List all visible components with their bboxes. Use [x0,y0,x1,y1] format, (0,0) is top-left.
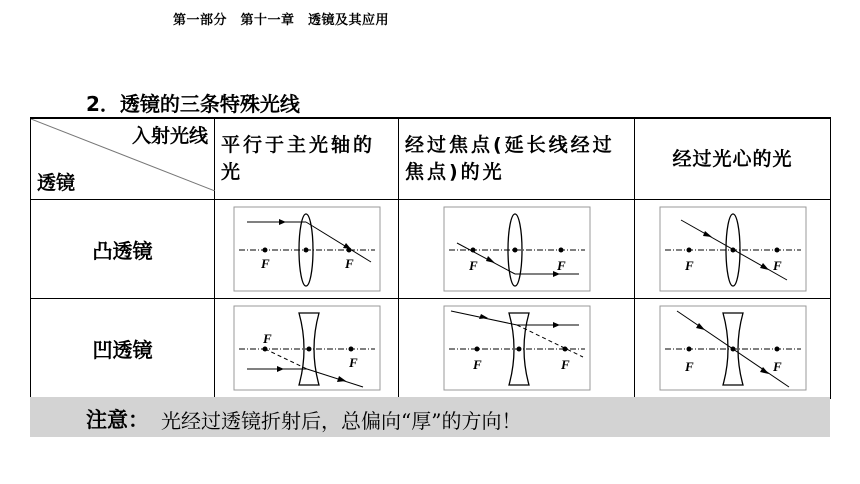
figure-concave-focus [399,299,635,399]
figure-concave-parallel [215,299,399,399]
incident-ray-label: 入射光线 [131,125,208,147]
section-title: 2．透镜的三条特殊光线 [86,92,300,116]
concave-row [31,299,831,399]
focus-label: F [560,357,570,372]
note-text: 光经过透镜折射后，总偏向“厚”的方向！ [161,409,522,433]
row-label-concave: 凹透镜 [31,299,215,399]
note-banner [30,397,830,437]
convex-row [31,200,831,299]
lens-rays-table [30,117,831,399]
lens-label: 透镜 [37,172,76,194]
convex-center-diagram [659,206,807,292]
focus-label: F [684,359,694,374]
focus-label: F [556,258,566,273]
concave-parallel-diagram [233,305,381,391]
figure-convex-center [635,200,831,299]
concave-center-diagram [659,305,807,391]
column-header-focus: 经过焦点(延长线经过焦点)的光 [399,118,635,200]
focus-label: F [260,256,270,271]
focus-label: F [684,258,694,273]
focus-label: F [468,258,478,273]
row-label-convex: 凸透镜 [31,200,215,299]
note-prefix: 注意： [86,408,149,432]
focus-label: F [772,258,782,273]
focus-label: F [772,359,782,374]
concave-focus-diagram [443,305,591,391]
convex-parallel-diagram [233,206,381,292]
chapter-breadcrumb: 第一部分 第十一章 透镜及其应用 [173,13,390,28]
focus-label: F [262,331,272,346]
figure-convex-focus [399,200,635,299]
convex-focus-diagram [443,206,591,292]
table-header-row [31,118,831,200]
figure-concave-center [635,299,831,399]
figure-convex-parallel [215,200,399,299]
focus-label: F [348,355,358,370]
focus-label: F [472,357,482,372]
corner-header-cell [31,118,215,200]
focus-label: F [344,256,354,271]
column-header-optical-center: 经过光心的光 [635,118,831,200]
column-header-parallel: 平行于主光轴的光 [215,118,399,200]
